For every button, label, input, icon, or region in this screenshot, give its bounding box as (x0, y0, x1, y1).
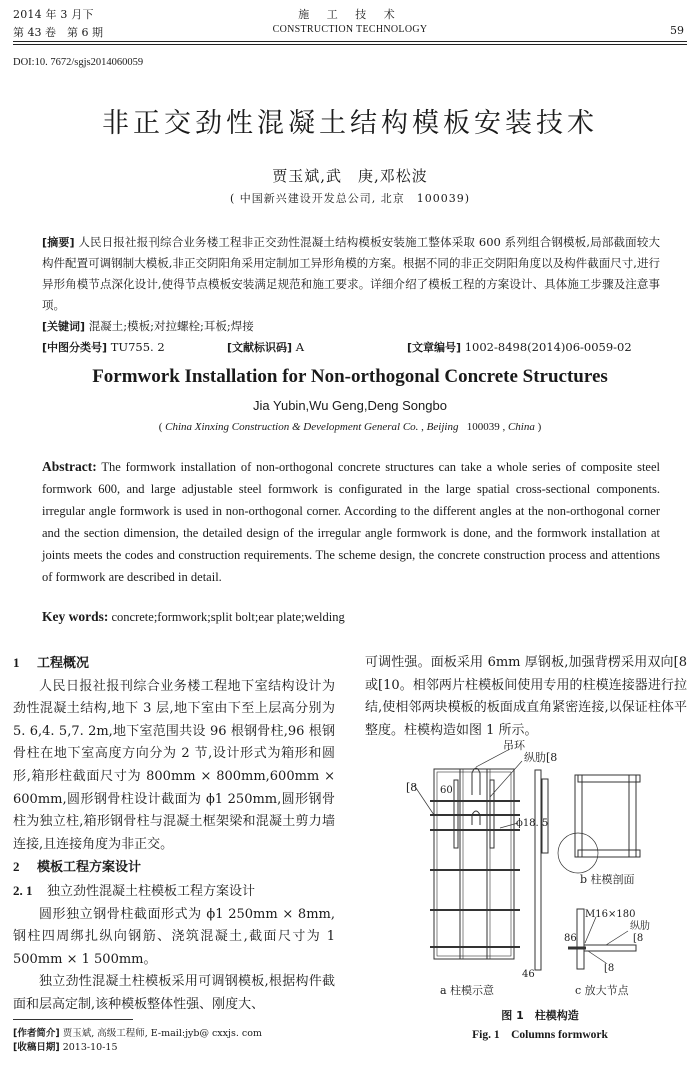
formwork-outline (434, 769, 514, 959)
abstract-en-label: Abstract (42, 459, 93, 474)
figure-b-section (558, 775, 640, 873)
author-note-text: 贾玉斌, 高级工程师, E-mail:jyb@ cxxjs. com (62, 1028, 262, 1039)
clc (42, 337, 227, 358)
formwork-inner-outline (437, 772, 511, 956)
label-bolt: M16×180 (585, 909, 636, 920)
title-en: Formwork Installation for Non-orthogonal Concrete Structures (92, 366, 608, 387)
body-left-column (13, 652, 335, 1017)
author-note (13, 1027, 262, 1041)
abstract-en-text: The formwork installation of non-orthogonal concrete structures can take a whole series of composite steel formwork 600, and large adjustable steel formwork is configurated in the large spatial cross-sectional components. irregular angle formwork is used in non-orthogonal corner. According to the different angles at the non-orthogonal corner and the section dimension, the detailed design of the irregular angle formwork is done, and the formwork installation at joints meets the codes and construction requirements. The scheme design, the concrete construction process and attentions of formwork are described in detail. (42, 460, 660, 584)
side-profile-plate (542, 779, 548, 853)
clc-value: TU755. 2 (110, 340, 165, 354)
section-2-heading (13, 856, 335, 880)
leader-line (606, 931, 628, 945)
caption-a: a 柱模示意 (440, 984, 495, 997)
keywords-cn (42, 316, 660, 337)
volume-issue: 第 43 卷 第 6 期 (13, 26, 103, 39)
received-date-value: 2013-10-15 (62, 1042, 118, 1053)
keywords-en-text: concrete;formwork;split bolt;ear plate;welding (111, 610, 345, 624)
received-date-label: [收稿日期] (13, 1042, 60, 1053)
leader-line (490, 761, 522, 797)
authors-en: Jia Yubin,Wu Geng,Deng Songbo (253, 398, 447, 413)
node-panel (584, 945, 636, 951)
section-title: 工程概况 (37, 656, 90, 671)
issue-date: 2014 年 3 月下 (13, 8, 94, 21)
abstract-en: Abstract: The formwork installation of non-orthogonal concrete structures can take a whole series of composite steel formwork 600, and large adjustable steel formwork is configurated in the large spatial cross-sectional components. irregular angle formwork is used in non-orthogonal corner. According to the different angles at the non-orthogonal corner and the section dimension, the detailed design of the irregular angle formwork is done, and the formwork installation at joints meets the codes and construction requirements. The scheme design, the concrete construction process and attentions of formwork are described in detail. (42, 459, 660, 584)
received-date (13, 1041, 262, 1055)
title-cn: 非正交劲性混凝土结构模板安装技术 (102, 108, 598, 139)
keywords-en: Key words: concrete;formwork;split bolt;ear plate;welding (42, 609, 345, 624)
keywords-cn-label: [关键词] (42, 320, 86, 333)
abstract-cn (42, 232, 660, 316)
label-dim-phi: ϕ18. 5 (516, 818, 549, 829)
figure-1-columns-formwork (380, 735, 700, 1005)
classification-row (42, 337, 660, 358)
lifting-ring-icon (472, 811, 480, 825)
doi: DOI:10. 7672/sgjs2014060059 (13, 57, 144, 68)
section-1-paragraph: 人民日报社报刊综合业务楼工程地下室结构设计为劲性混凝土结构,地下 3 层,地下室由下至上层高分别为 5. 6,4. 5,7. 2m,地下室范围共设 96 根钢骨柱,96 根钢骨柱在地下室高度方向分为 2 节,设计形式为箱形和圆形,箱形柱截面尺寸为 800mm × 800mm,600mm × 600mm,圆形钢骨柱设计截面为 ϕ1 250mm,圆形钢骨柱为独立柱,箱形钢骨柱与混凝土框架梁和混凝土剪力墙连接,且连接角度为非正交。 (13, 678, 335, 852)
doc-code-value: A (295, 340, 305, 354)
abstract-cn-label: [摘要] (42, 236, 75, 249)
clc-label: [中图分类号] (42, 341, 108, 354)
abstract-cn-text: 人民日报社报刊综合业务楼工程非正交劲性混凝土结构模板安装施工整体采取 600 系列组合钢模板,局部截面较大构件配置可调钢制大模板,非正交阴阳角采用定制加工异形角模的方案。根据不同的非正交阴阳角度以及构件截面尺寸,进行异形角模节点深化设计,使得节点模板安装满足规范和施工要求。详细介绍了模板工程的方案设计、具体施工步骤及注意事项。 (42, 235, 660, 312)
page-number: 59 (670, 24, 684, 37)
leader-line (585, 917, 596, 943)
section-1-heading (13, 652, 335, 676)
affiliation-en-city: Beijing (426, 421, 459, 433)
label-channel: [8 (406, 781, 418, 794)
keywords-cn-text: 混凝土;模板;对拉螺栓;耳板;焊接 (88, 319, 254, 333)
label-rib-c: 纵肋 (630, 921, 650, 932)
label-lifting-ring: 吊环 (503, 739, 525, 752)
header-rule (13, 41, 687, 42)
leader-line (588, 951, 606, 963)
header-rule-double (13, 44, 687, 45)
affiliation-en: ( China Xinxing Construction & Development General Co. , Beijing 100039 , China ) (158, 421, 542, 433)
label-dim-86: 86 (564, 933, 577, 944)
section-2-1-paragraph-1: 圆形独立钢骨柱截面形式为 ϕ1 250mm × 8mm,钢柱四周绑扎纵向钢筋、浇筑混凝土,截面尺寸为 1 500mm × 1 500mm。 (13, 906, 335, 967)
section-number: 1 (13, 655, 20, 670)
body-right-column (365, 652, 687, 742)
label-channel-c1: [8 (633, 933, 644, 944)
section-panel (629, 775, 636, 857)
label-channel-c2: [8 (604, 963, 615, 974)
section-number: 2 (13, 859, 20, 875)
journal-name-en: CONSTRUCTION TECHNOLOGY (272, 24, 428, 35)
authors-cn: 贾玉斌,武 庚,邓松波 (272, 167, 428, 185)
side-profile (535, 770, 541, 970)
label-dim-60: 60 (440, 785, 453, 796)
footnote-rule (13, 1019, 133, 1020)
affiliation-en-postcode: 100039 (466, 421, 500, 433)
right-paragraph: 可调性强。面板采用 6mm 厚钢板,加强背楞采用双向[8 或[10。相邻两片柱模板间使用专用的柱模连接器进行拉结,使相邻两块模板的板面成直角紧密连接,以保证柱体平整度。柱模构造如图 1 所示。 (365, 655, 687, 738)
section-panel (578, 850, 640, 857)
figure-caption-en: Fig. 1 Columns formwork (472, 1029, 608, 1041)
caption-b: b 柱模剖面 (580, 873, 635, 886)
affiliation-en-country: China (507, 421, 535, 433)
author-note-label: [作者简介] (13, 1028, 60, 1039)
section-panel (575, 775, 582, 857)
figure-a-elevation (414, 749, 548, 970)
footnotes (13, 1027, 262, 1055)
journal-name-cn: 施 工 技 术 (298, 8, 402, 21)
node-panel (577, 909, 584, 969)
doc-code (227, 337, 407, 358)
label-dim-46: 46 (522, 969, 535, 980)
affiliation-en-org: China Xinxing Construction & Development General Co. (165, 421, 419, 433)
article-number (407, 337, 632, 358)
affiliation-cn: ( 中国新兴建设开发总公司, 北京 100039) (229, 192, 471, 205)
caption-c: c 放大节点 (575, 984, 629, 997)
subsection-title: 独立劲性混凝土柱模板工程方案设计 (47, 883, 256, 899)
abstract-cn-block (42, 232, 660, 358)
article-no-value: 1002-8498(2014)06-0059-02 (464, 340, 632, 354)
subsection-number: 2. 1 (13, 882, 33, 898)
keywords-en-label: Key words (42, 609, 104, 624)
section-2-1-paragraph-2: 独立劲性混凝土柱模板采用可调钢模板,根据构件截面和层高定制,该种模板整体性强、刚度大、 (13, 974, 335, 1012)
section-panel (578, 775, 640, 782)
doc-code-label: [文献标识码] (227, 341, 293, 354)
article-no-label: [文章编号] (407, 341, 462, 354)
label-rib: 纵肋[8 (524, 751, 558, 764)
section-title: 模板工程方案设计 (37, 860, 142, 876)
figure-caption-cn: 图 1 柱模构造 (501, 1009, 579, 1022)
section-2-1-heading (13, 880, 335, 904)
